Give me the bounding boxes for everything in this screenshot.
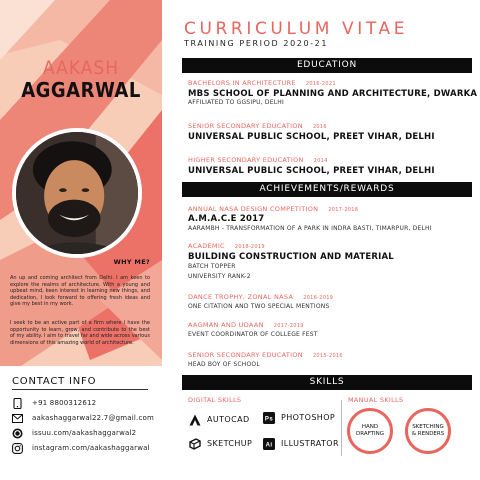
education-item-label: BACHELORS IN ARCHITECTURE xyxy=(188,79,296,87)
email-text: aakashaggarwal22.7@gmail.com xyxy=(32,414,154,422)
contact-title: CONTACT INFO xyxy=(12,376,97,387)
achievement-item-years: 2016-2019 xyxy=(303,295,334,301)
achievement-item-desc: HEAD BOY OF SCHOOL xyxy=(188,361,260,368)
why-me-paragraph-1: An up and coming architect from Delhi. I am keen to explore the realms of architecture. With a young and upbeat mind, keen interest in learning new things, and dedication, I look forward to offering fresh ideas and give my best in my work. xyxy=(10,275,150,308)
achievement-item-desc: BATCH TOPPER xyxy=(188,263,236,270)
achievements-heading: ACHIEVEMENTS/REWARDS xyxy=(182,182,472,197)
education-item-label: SENIOR SECONDARY EDUCATION xyxy=(188,122,303,130)
why-me-title: WHY ME? xyxy=(113,258,150,266)
mail-icon xyxy=(12,413,23,424)
manual-skills-title: MANUAL SKILLS xyxy=(348,396,404,404)
achievement-item-years: 2017-2019 xyxy=(273,323,304,329)
achievement-item-label: ANNUAL NASA DESIGN COMPETITION xyxy=(188,205,319,213)
skill-label: AUTOCAD xyxy=(207,415,250,424)
education-item-title xyxy=(188,156,328,164)
cv-subtitle: TRAINING PERIOD 2020-21 xyxy=(184,39,329,48)
achievement-item-title xyxy=(188,242,265,250)
education-item-name: UNIVERSAL PUBLIC SCHOOL, PREET VIHAR, DELHI xyxy=(188,166,435,176)
svg-text:Ps: Ps xyxy=(264,416,273,423)
skill-photoshop xyxy=(262,411,335,424)
achievement-item-desc: EVENT COORDINATOR OF COLLEGE FEST xyxy=(188,331,318,338)
sketchup-icon xyxy=(188,437,201,450)
manual-skill-line: HAND xyxy=(361,424,379,430)
achievement-item-title xyxy=(188,321,304,329)
skill-autocad xyxy=(188,413,250,426)
phone-text: +91 8800312612 xyxy=(32,399,97,407)
education-item-name: MBS SCHOOL OF PLANNING AND ARCHITECTURE, DWARKA xyxy=(188,89,478,99)
skills-divider xyxy=(341,400,342,456)
autocad-icon xyxy=(188,413,201,426)
skill-illustrator xyxy=(262,437,339,450)
manual-skill-line: DRAFTING xyxy=(355,431,385,437)
achievement-item-desc: UNIVERSITY RANK-2 xyxy=(188,273,251,280)
profile-photo xyxy=(12,128,142,258)
svg-text:Ai: Ai xyxy=(265,442,272,449)
photoshop-icon xyxy=(262,411,275,424)
contact-phone[interactable] xyxy=(12,396,96,410)
education-item-desc: AFFILIATED TO GGSIPU, DELHI xyxy=(188,99,284,106)
skill-label: ILLUSTRATOR xyxy=(281,439,339,448)
achievement-item-label: AAGMAN AND UDAAN xyxy=(188,321,264,329)
digital-skills-title: DIGITAL SKILLS xyxy=(188,396,242,404)
achievement-item-title xyxy=(188,351,343,359)
achievement-item-name: BUILDING CONSTRUCTION AND MATERIAL xyxy=(188,252,394,262)
contact-instagram[interactable] xyxy=(12,441,150,455)
manual-skill-line: SKETCHING xyxy=(412,424,444,430)
education-item-years: 2014 xyxy=(313,158,328,164)
achievement-item-desc: AARAMBH - TRANSFORMATION OF A PARK IN INDRA BASTI, TIMARPUR, DELHI xyxy=(188,225,432,232)
education-item-title xyxy=(188,79,336,87)
why-me-paragraph-2: I seek to be an active part of a firm where I have the opportunity to learn, grow, and contribute to the best of my ability. I aim to travel far and wide across various dimensions of this amazing world of architecture. xyxy=(10,320,150,346)
achievement-item-years: 2018-2019 xyxy=(234,244,265,250)
achievement-item-label: DANCE TROPHY, ZONAL NASA xyxy=(188,293,294,301)
achievement-item-years: 2017-2018 xyxy=(328,207,359,213)
manual-skill-sketching xyxy=(405,408,451,454)
achievement-item-name: A.M.A.C.E 2017 xyxy=(188,214,265,224)
education-item-years: 2016-2021 xyxy=(305,81,336,87)
skill-sketchup xyxy=(188,437,252,450)
manual-skill-line: & RENDERS xyxy=(411,431,445,437)
education-item-name: UNIVERSAL PUBLIC SCHOOL, PREET VIHAR, DELHI xyxy=(188,132,435,142)
instagram-text: instagram.com/aakashaggarwal xyxy=(32,444,150,452)
achievement-item-years: 2015-2016 xyxy=(312,353,343,359)
achievement-item-label: SENIOR SECONDARY EDUCATION xyxy=(188,351,303,359)
contact-issuu[interactable] xyxy=(12,426,136,440)
achievement-item-title xyxy=(188,205,358,213)
education-item-years: 2016 xyxy=(312,124,327,130)
achievement-item-desc: ONE CITATION AND TWO SPECIAL MENTIONS xyxy=(188,303,330,310)
contact-email[interactable] xyxy=(12,411,154,425)
issuu-text: issuu.com/aakashaggarwal2 xyxy=(32,429,137,437)
last-name: AGGARWAL xyxy=(21,78,141,102)
manual-skill-hand-drafting xyxy=(347,408,393,454)
education-item-label: HIGHER SECONDARY EDUCATION xyxy=(188,156,304,164)
skill-label: PHOTOSHOP xyxy=(281,413,336,422)
education-heading: EDUCATION xyxy=(182,58,472,73)
achievement-item-title xyxy=(188,293,333,301)
achievement-item-label: ACADEMIC xyxy=(188,242,225,250)
skill-label: SKETCHUP xyxy=(207,439,253,448)
issuu-icon xyxy=(12,428,23,439)
cv-title: CURRICULUM VITAE xyxy=(184,19,409,39)
first-name: AAKASH xyxy=(42,57,120,79)
skills-heading: SKILLS xyxy=(182,375,472,390)
education-item-title xyxy=(188,122,327,130)
phone-icon xyxy=(12,398,23,409)
instagram-icon xyxy=(12,443,23,454)
contact-divider xyxy=(12,389,148,390)
illustrator-icon xyxy=(262,437,275,450)
